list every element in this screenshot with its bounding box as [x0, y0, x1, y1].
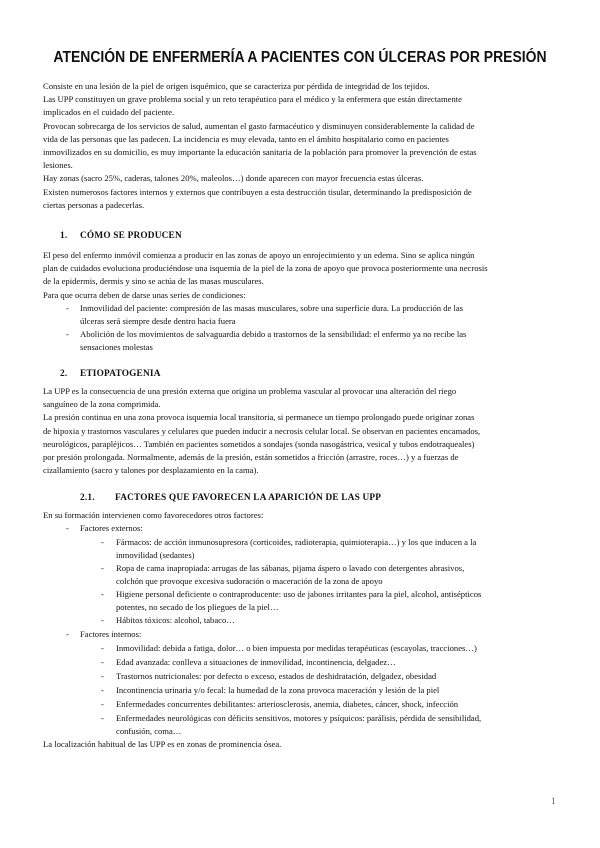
text-line: Para que ocurra deben de darse unas series de condiciones: — [43, 289, 246, 300]
section-title: CÓMO SE PRODUCEN — [80, 231, 182, 241]
list-item: Inmovilidad: debida a fatiga, dolor… o bien impuesta por medidas terapéuticas (escayolas, tracciones…) — [116, 643, 477, 653]
closing-paragraph: La localización habitual de las UPP es en zonas de prominencia ósea. — [43, 739, 282, 749]
bullet-marker: - — [101, 589, 104, 599]
section1-paragraph — [43, 249, 563, 302]
text-line: Hay zonas (sacro 25%, caderas, talones 20%, maleolos…) donde aparecen con mayor frecuencia estas úlceras. — [43, 173, 424, 184]
text-line: Las UPP constituyen un grave problema social y un reto terapéutico para el médico y la enfermera que están directamente — [43, 94, 462, 105]
list-item: Ropa de cama inapropiada: arrugas de las sábanas, pijama áspero o lavado con detergentes abrasivos, colchón que provoque excesiva sudoración o maceración de la zona de apoyo — [116, 563, 465, 587]
text-line: Provocan sobrecarga de los servicios de salud, aumentan el gasto farmacéutico y disminuyen considerablemente la calidad de — [43, 120, 475, 131]
section-heading-2 — [0, 369, 600, 383]
text-line: vida de las personas que las padecen. La incidencia es muy elevada, tanto en el ámbito hospitalario como en pacientes — [43, 133, 449, 144]
section21-intro: En su formación intervienen como favorecedores otros factores: — [43, 510, 264, 520]
section-title: ETIOPATOGENIA — [80, 369, 161, 379]
text-line: plan de cuidados evoluciona produciéndose una isquemia de la piel de la zona de apoyo que provoca posteriormente una necrosis — [43, 263, 488, 274]
list-item: Edad avanzada: conlleva a situaciones de inmovilidad, incontinencia, delgadez… — [116, 657, 396, 667]
list-item: Incontinencia urinaria y/o fecal: la humedad de la zona provoca maceración y lesión de la piel — [116, 685, 440, 695]
text-line: neurológicos, parapléjicos… También en pacientes sometidos a sondajes (sonda nasogástrica, vesical y tubos endotraqueales) — [43, 438, 475, 449]
list-item: Abolición de los movimientos de salvaguardia debido a trastornos de la sensibilidad: el enfermo ya no recibe las sensaciones molestas — [80, 329, 467, 353]
bullet-marker: - — [66, 303, 69, 313]
text-line: lesiones. — [43, 160, 73, 171]
bullet-marker: - — [101, 685, 104, 695]
bullet-marker: - — [66, 629, 69, 639]
list-item-external: Factores externos: — [80, 523, 143, 533]
bullet-marker: - — [101, 563, 104, 573]
page-number: 1 — [551, 796, 556, 806]
bullet-marker: - — [101, 643, 104, 653]
list-item: Higiene personal deficiente o contraproducente: uso de jabones irritantes para la piel, alcohol, antisépticos potentes, no secado de los pliegues de la piel… — [116, 589, 482, 613]
text-line: inmovilizados en su domicilio, es muy importante la educación sanitaria de la población para promover la prevención de estas — [43, 147, 477, 158]
bullet-marker: - — [66, 329, 69, 339]
text-line: implicados en el cuidado del paciente. — [43, 107, 175, 118]
section-number: 2. — [60, 369, 68, 379]
list-item: Inmovilidad del paciente: compresión de las masas musculares, sobre una superficie dura. La producción de las úlceras será siempre desde dentro hacia fuera — [80, 303, 464, 327]
text-line: Existen numerosos factores internos y externos que contribuyen a esta destrucción tisular, determinando la predisposición de — [43, 186, 472, 197]
text-line: de hipoxia y trastornos vasculares y celulares que pueden inducir a necrosis celular local. Se observan en pacientes encamados, — [43, 425, 481, 436]
text-line: La presión continua en una zona provoca isquemia local transitoria, si permanece un tiempo prolongado puede originar zonas — [43, 412, 475, 423]
text-line: cizallamiento (sacro y talones por desplazamiento en la cama). — [43, 465, 259, 476]
bullet-marker: - — [66, 523, 69, 533]
text-line: de la epidermis, dermis y sino se actúa de las masas musculares. — [43, 276, 264, 287]
section-number: 1. — [60, 231, 68, 241]
section-heading-1 — [0, 231, 600, 245]
text-line: Consiste en una lesión de la piel de origen isquémico, que se caracteriza por pérdida de integridad de los tejidos. — [43, 81, 430, 91]
list-item: Fármacos: de acción inmunosupresora (corticoides, radioterapia, quimioterapia…) y los que inducen a la inmovilidad (sedantes) — [116, 537, 477, 561]
section-title: FACTORES QUE FAVORECEN LA APARICIÓN DE LAS UPP — [115, 493, 382, 503]
list-item: Enfermedades neurológicas con déficits sensitivos, motores y psíquicos: parálisis, pérdida de sensibilidad, confusión, coma… — [116, 713, 482, 737]
bullet-marker: - — [101, 671, 104, 681]
list-item: Trastornos nutricionales: por defecto o exceso, estados de deshidratación, delgadez, obesidad — [116, 671, 437, 681]
text-line: La UPP es la consecuencia de una presión externa que origina un problema vascular al provocar una alteración del riego — [43, 386, 457, 396]
text-line: ciertas personas a padecerlas. — [43, 199, 145, 210]
bullet-marker: - — [101, 699, 104, 709]
bullet-marker: - — [101, 615, 104, 625]
bullet-marker: - — [101, 713, 104, 723]
text-line: por presión prolongada. Normalmente, además de la presión, están sometidos a fricción (arrastre, roces…) y a fuerzas de — [43, 452, 459, 463]
bullet-marker: - — [101, 657, 104, 667]
page-title: ATENCIÓN DE ENFERMERÍA A PACIENTES CON ÚLCERAS POR PRESIÓN — [53, 49, 547, 66]
list-item: Hábitos tóxicos: alcohol, tabaco… — [116, 615, 235, 625]
text-line: sanguíneo de la zona comprimida. — [43, 399, 161, 410]
section-heading-2-1 — [0, 493, 600, 507]
intro-paragraph — [43, 80, 563, 212]
list-item: Enfermedades concurrentes debilitantes: arteriosclerosis, anemia, diabetes, cáncer, shock, infección — [116, 699, 459, 709]
section2-paragraph — [43, 385, 563, 477]
list-item-internal: Factores internos: — [80, 629, 142, 639]
bullet-marker: - — [101, 537, 104, 547]
text-line: El peso del enfermo inmóvil comienza a producir en las zonas de apoyo un enrojecimiento y un edema. Sino se aplica ningún — [43, 250, 475, 260]
section-number: 2.1. — [80, 493, 95, 503]
